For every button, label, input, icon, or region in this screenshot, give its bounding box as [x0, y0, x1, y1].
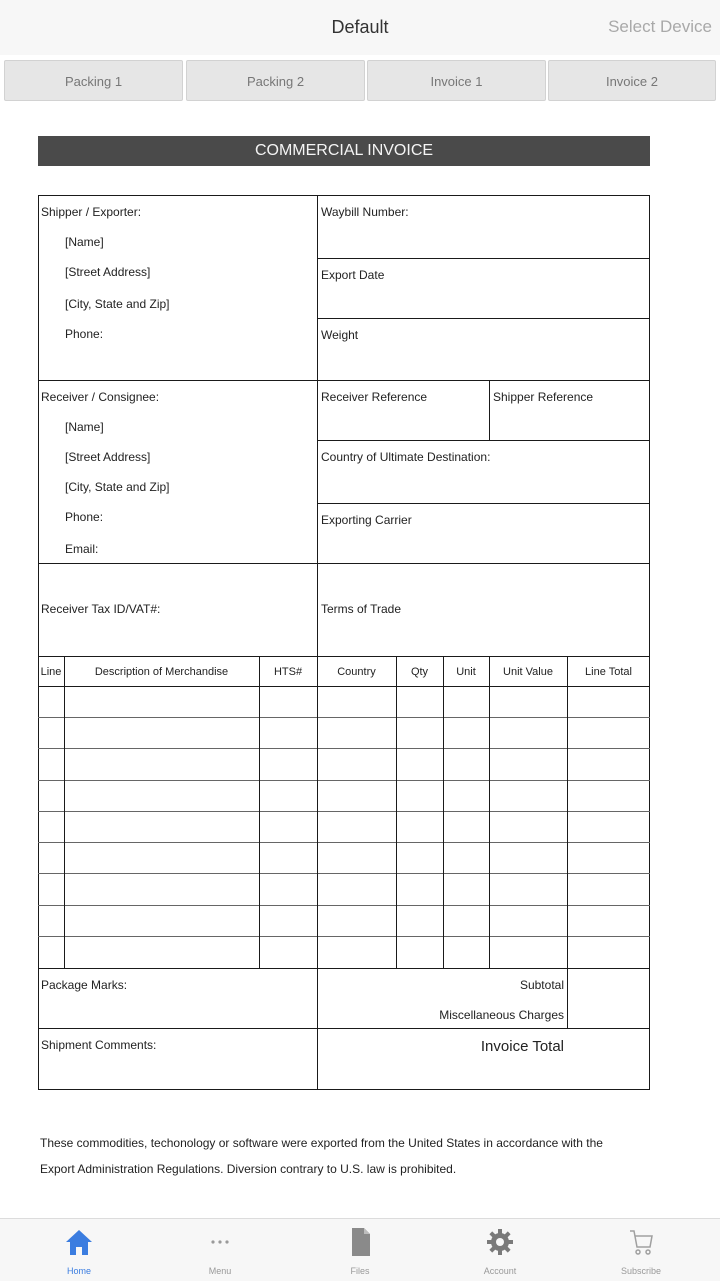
receiver-name: [Name] [65, 420, 104, 434]
frame-right [649, 195, 650, 1090]
table-col-line [567, 656, 568, 1028]
frame-top [38, 195, 650, 196]
destination-label: Country of Ultimate Destination: [321, 450, 491, 464]
terms-label: Terms of Trade [321, 602, 402, 616]
hline-reference [317, 440, 650, 441]
tab-invoice-1[interactable]: Invoice 1 [367, 60, 546, 101]
hline-columns [38, 656, 650, 657]
frame-left [38, 195, 39, 1090]
tabbar-home[interactable] [7, 1219, 151, 1281]
table-col-line [64, 656, 65, 968]
tabbar-subscribe[interactable] [569, 1219, 713, 1281]
invoice-banner: COMMERCIAL INVOICE [38, 136, 650, 166]
tabbar-home-label: Home [66, 1266, 91, 1276]
column-header-line: Line [40, 666, 62, 678]
invoice-total-label: Invoice Total [480, 1038, 564, 1055]
receiver-email: Email: [65, 542, 99, 556]
shipper-phone: Phone: [65, 327, 104, 341]
page-title: Default [331, 17, 389, 37]
gear-icon [484, 1227, 516, 1257]
column-header-qty: Qty [410, 666, 429, 678]
table-row-line [38, 842, 650, 843]
export-statement-line-1: These commodities, techonology or software were exported from the United States in accordance with the [40, 1136, 603, 1150]
carrier-label: Exporting Carrier [321, 513, 412, 527]
divider-center-top [317, 195, 318, 687]
receiver-label: Receiver / Consignee: [41, 390, 160, 404]
hline-comments [38, 1028, 650, 1029]
column-header-hts: HTS# [273, 666, 303, 678]
table-col-line [396, 656, 397, 968]
table-row-line [38, 905, 650, 906]
tabbar-files[interactable] [288, 1219, 432, 1281]
table-row-line [38, 748, 650, 749]
export-statement-line-2: Export Administration Regulations. Diversion contrary to U.S. law is prohibited. [40, 1162, 457, 1176]
table-row-line [38, 717, 650, 718]
export-statement [40, 1130, 660, 1182]
tabbar-menu[interactable] [148, 1219, 292, 1281]
shipment-comments-label: Shipment Comments: [41, 1038, 157, 1052]
receiver-phone: Phone: [65, 510, 104, 524]
column-header-unit-value: Unit Value [503, 666, 553, 678]
tabbar-subscribe-label: Subscribe [620, 1266, 662, 1276]
table-col-line [259, 656, 260, 968]
column-header-description: Description of Merchandise [94, 666, 229, 678]
table-col-line [443, 656, 444, 968]
hline-destination [317, 503, 650, 504]
home-icon [63, 1227, 95, 1257]
tabbar-account-label: Account [483, 1266, 517, 1276]
tab-packing-1[interactable]: Packing 1 [4, 60, 183, 101]
misc-charges-label: Miscellaneous Charges [439, 1008, 564, 1022]
hline-package-marks [38, 968, 650, 969]
tabbar-account[interactable] [428, 1219, 572, 1281]
shipper-label: Shipper / Exporter: [41, 205, 142, 219]
hline-export-date [317, 318, 650, 319]
package-marks-label: Package Marks: [41, 978, 128, 992]
tab-invoice-2[interactable]: Invoice 2 [548, 60, 716, 101]
column-header-country: Country [337, 666, 376, 678]
more-icon [204, 1227, 236, 1257]
receiver-reference-label: Receiver Reference [321, 390, 428, 404]
cart-icon [625, 1227, 657, 1257]
tabbar-menu-label: Menu [208, 1266, 232, 1276]
document-icon [344, 1227, 376, 1257]
waybill-label: Waybill Number: [321, 205, 409, 219]
column-header-unit: Unit [456, 666, 476, 678]
shipper-reference-label: Shipper Reference [493, 390, 594, 404]
shipper-city: [City, State and Zip] [65, 297, 170, 311]
table-row-line [38, 811, 650, 812]
hline-column-header [38, 686, 650, 687]
hline-receiver [38, 380, 650, 381]
tax-id-label: Receiver Tax ID/VAT#: [41, 602, 161, 616]
shipper-street: [Street Address] [65, 265, 151, 279]
table-col-line [489, 656, 490, 968]
table-row-line [38, 936, 650, 937]
frame-bottom [38, 1089, 650, 1090]
table-row-line [38, 873, 650, 874]
weight-label: Weight [321, 328, 359, 342]
hline-tax [38, 563, 650, 564]
table-row-line [38, 780, 650, 781]
column-header-line-total: Line Total [585, 666, 632, 678]
bottom-tab-bar [0, 1218, 720, 1281]
table-col-line [317, 656, 318, 1090]
vline-reference [489, 380, 490, 441]
export-date-label: Export Date [321, 268, 385, 282]
receiver-city: [City, State and Zip] [65, 480, 170, 494]
tabbar-files-label: Files [350, 1266, 370, 1276]
tab-packing-2[interactable]: Packing 2 [186, 60, 365, 101]
subtotal-label: Subtotal [519, 978, 564, 992]
select-device-button[interactable]: Select Device [608, 17, 712, 36]
hline-waybill [317, 258, 650, 259]
receiver-street: [Street Address] [65, 450, 151, 464]
shipper-name: [Name] [65, 235, 104, 249]
